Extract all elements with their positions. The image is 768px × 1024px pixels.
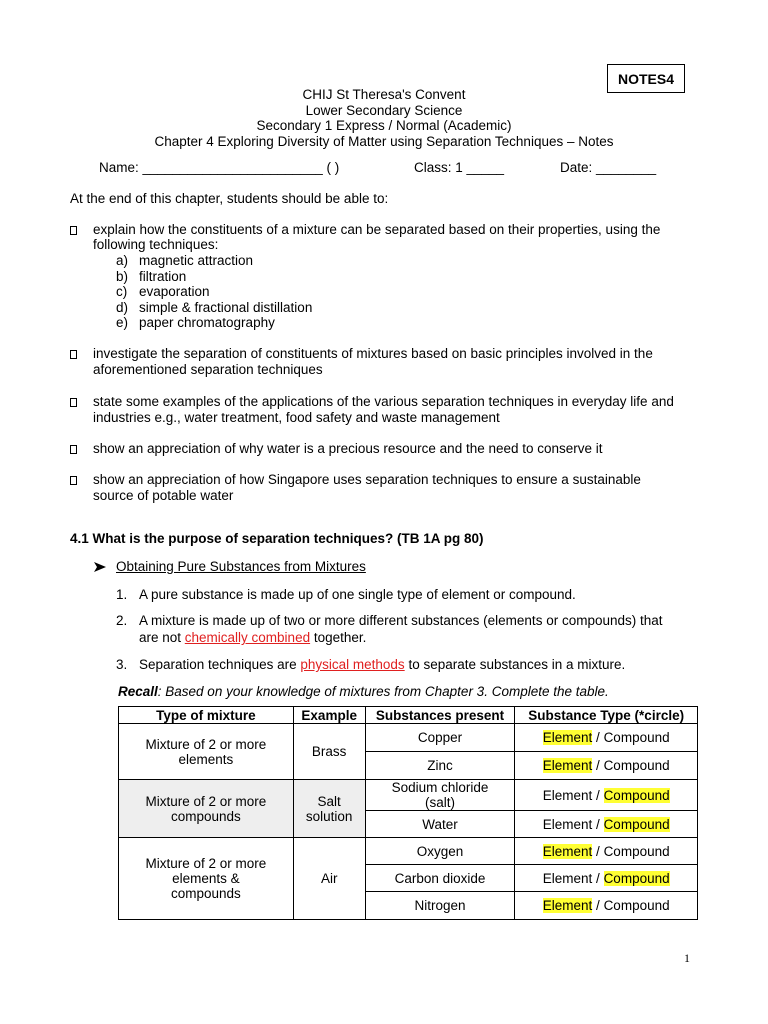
objective-4-line1: show an appreciation of why water is a precious resource and the need to conserve it: [93, 441, 603, 456]
technique-text: paper chromatography: [139, 315, 275, 331]
element-option[interactable]: Element: [542, 758, 593, 773]
point-1-number: 1.: [116, 587, 128, 602]
technique-letter: a): [116, 253, 129, 268]
point-3-number: 3.: [116, 657, 128, 672]
compound-option[interactable]: Compound: [603, 758, 670, 773]
compound-option[interactable]: Compound: [603, 898, 670, 913]
option-separator: /: [592, 898, 604, 913]
element-option[interactable]: Element: [542, 870, 593, 886]
header-type: Type of mixture: [119, 707, 294, 724]
substance-cell: Sodium chloride (salt): [365, 780, 515, 811]
chapter-title: Chapter 4 Exploring Diversity of Matter using Separation Techniques – Notes: [154, 133, 614, 149]
objective-2-line1: investigate the separation of constituents of mixtures based on basic principles involved in the: [93, 346, 653, 361]
technique-letter: e): [116, 315, 129, 331]
option-separator: /: [592, 816, 604, 832]
compound-option[interactable]: Compound: [603, 870, 670, 886]
substance-cell: Zinc: [365, 752, 515, 780]
recall-line: [118, 684, 609, 699]
bullet-box-icon: [70, 476, 77, 485]
techniques-list: [116, 253, 312, 331]
bullet-box-icon: [70, 226, 77, 235]
substance-type-cell: [515, 811, 698, 838]
substance-cell: Carbon dioxide: [365, 865, 515, 892]
element-option[interactable]: Element: [542, 843, 593, 859]
technique-text: simple & fractional distillation: [139, 299, 313, 315]
subject-name: Lower Secondary Science: [305, 102, 463, 118]
page-number: 1: [684, 951, 690, 965]
physical-methods-term: physical methods: [300, 657, 405, 672]
recall-label: Recall: [118, 684, 158, 699]
notes-badge: NOTES4: [607, 64, 685, 93]
bullet-box-icon: [70, 445, 77, 454]
table-row: [119, 780, 698, 811]
technique-text: filtration: [139, 268, 187, 284]
objective-5-line1: show an appreciation of how Singapore uses separation techniques to ensure a sustainable: [93, 472, 641, 487]
substance-type-cell: [515, 865, 698, 892]
objective-2-line2: aforementioned separation techniques: [93, 362, 323, 377]
date-field: Date: ________: [560, 160, 657, 175]
table-row: [119, 838, 698, 865]
point-2-pre: are not: [139, 630, 185, 645]
substance-type-cell: [515, 780, 698, 811]
section-heading: 4.1 What is the purpose of separation techniques? (TB 1A pg 80): [70, 531, 484, 546]
example-cell: Salt solution: [293, 780, 365, 838]
point-2-number: 2.: [116, 613, 128, 628]
mixture-type-cell: Mixture of 2 or more elements: [119, 724, 294, 780]
point-1-text: A pure substance is made up of one single type of element or compound.: [139, 587, 576, 602]
point-3-pre: Separation techniques are: [139, 657, 301, 672]
table-header-row: [119, 707, 698, 724]
compound-option[interactable]: Compound: [603, 816, 670, 832]
objective-3-line1: state some examples of the applications of the various separation techniques in everyday life and: [93, 394, 674, 409]
point-3-text: [139, 657, 625, 672]
element-option[interactable]: Element: [542, 816, 593, 832]
subheading: Obtaining Pure Substances from Mixtures: [116, 559, 366, 574]
example-cell: Air: [293, 838, 365, 920]
point-2-line2: [139, 630, 366, 645]
option-separator: /: [592, 758, 604, 773]
element-option[interactable]: Element: [542, 898, 593, 913]
substance-cell: Water: [365, 811, 515, 838]
bullet-box-icon: [70, 398, 77, 407]
technique-item: [116, 253, 312, 269]
mixture-type-cell: Mixture of 2 or more compounds: [119, 780, 294, 838]
substance-type-cell: [515, 752, 698, 780]
compound-option[interactable]: Compound: [603, 843, 670, 859]
technique-item: [116, 284, 312, 300]
option-separator: /: [592, 870, 604, 886]
technique-text: evaporation: [139, 284, 210, 300]
point-2-line1: A mixture is made up of two or more different substances (elements or compounds) that: [139, 613, 663, 628]
chemically-combined-term: chemically combined: [184, 630, 311, 645]
header-substance-type: Substance Type (*circle): [515, 707, 698, 724]
objective-3-line2: industries e.g., water treatment, food safety and waste management: [93, 410, 500, 425]
substance-cell: Nitrogen: [365, 892, 515, 920]
arrow-bullet-icon: [94, 562, 106, 572]
technique-letter: d): [116, 299, 129, 315]
point-3-post: to separate substances in a mixture.: [404, 657, 626, 672]
substance-cell: Oxygen: [365, 838, 515, 865]
compound-option[interactable]: Compound: [603, 787, 670, 803]
objective-1-line2: following techniques:: [93, 237, 219, 252]
substance-cell: Copper: [365, 724, 515, 752]
element-option[interactable]: Element: [542, 730, 593, 745]
substance-type-cell: [515, 724, 698, 752]
option-separator: /: [592, 730, 604, 745]
technique-item: [116, 315, 312, 331]
technique-item: [116, 269, 312, 285]
substance-type-cell: [515, 838, 698, 865]
element-option[interactable]: Element: [542, 787, 593, 803]
recall-text: : Based on your knowledge of mixtures from Chapter 3. Complete the table.: [157, 684, 609, 699]
level-name: Secondary 1 Express / Normal (Academic): [256, 118, 512, 133]
header-substances: Substances present: [365, 707, 515, 724]
header-example: Example: [293, 707, 365, 724]
point-2-post: together.: [310, 630, 367, 645]
bullet-box-icon: [70, 350, 77, 359]
substance-type-cell: [515, 892, 698, 920]
objective-5-line2: source of potable water: [93, 488, 234, 503]
technique-text: magnetic attraction: [139, 253, 254, 268]
technique-letter: c): [116, 284, 128, 300]
mixture-type-cell: Mixture of 2 or more elements & compounds: [119, 838, 294, 920]
option-separator: /: [592, 787, 604, 803]
document-header: [0, 87, 768, 149]
intro-text: At the end of this chapter, students should be able to:: [70, 191, 389, 206]
school-name: CHIJ St Theresa's Convent: [302, 87, 466, 102]
mixture-table: [118, 706, 698, 920]
compound-option[interactable]: Compound: [603, 730, 670, 745]
name-field: Name: ________________________ ( ): [99, 160, 340, 175]
technique-item: [116, 300, 312, 316]
objective-1-line1: explain how the constituents of a mixture can be separated based on their properties, using the: [93, 222, 661, 237]
technique-letter: b): [116, 268, 129, 284]
table-row: [119, 724, 698, 752]
example-cell: Brass: [293, 724, 365, 780]
option-separator: /: [592, 843, 604, 859]
class-field: Class: 1 _____: [414, 160, 505, 175]
